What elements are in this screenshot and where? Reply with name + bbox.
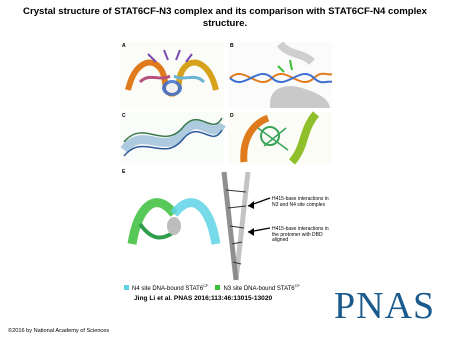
panel-label-a: A bbox=[122, 43, 126, 49]
legend-swatch-n3 bbox=[215, 285, 220, 290]
panel-label-b: B bbox=[230, 43, 234, 49]
legend-label-n4: N4 site DNA-bound $STAT6^{CF}$ bbox=[132, 283, 209, 292]
copyright: ©2016 by National Academy of Sciences bbox=[8, 328, 110, 334]
annotation-n3-n4: H415-base interactions in N3 and N4 site complex bbox=[272, 196, 329, 208]
figure-panels bbox=[120, 42, 332, 286]
legend-label-n3: N3 site DNA-bound $STAT6^{CF}$ bbox=[223, 283, 300, 292]
pnas-logo: PNAS bbox=[334, 285, 436, 327]
panel-label-e: E bbox=[122, 169, 126, 175]
panel-e bbox=[120, 168, 332, 280]
citation: Jing Li et al. PNAS 2016;113:46:13015-13020 bbox=[134, 295, 273, 302]
panel-label-d: D bbox=[230, 113, 234, 119]
panel-b bbox=[228, 42, 332, 108]
panel-a bbox=[120, 42, 224, 108]
panel-c bbox=[120, 112, 224, 164]
legend-swatch-n4 bbox=[124, 285, 129, 290]
slide-title: Crystal structure of STAT6CF-N3 complex and its comparison with STAT6CF-N4 complex structure. bbox=[23, 6, 427, 29]
panel-d bbox=[228, 112, 332, 164]
annotation-protomer: H415-base interactions in the protomer with DBD aligned bbox=[272, 226, 329, 244]
legend bbox=[124, 283, 300, 292]
panel-label-c: C bbox=[122, 113, 126, 119]
figure-image bbox=[120, 42, 332, 286]
